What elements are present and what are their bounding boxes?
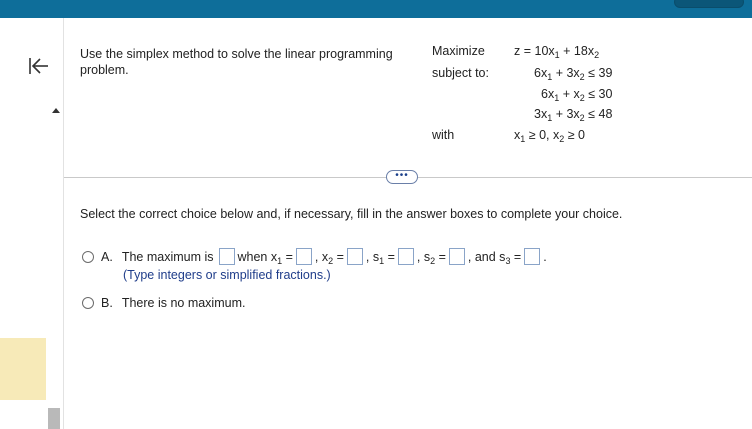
choice-a-letter: A.: [101, 249, 113, 264]
radio-choice-a[interactable]: [82, 251, 94, 263]
instruction-text: Select the correct choice below and, if necessary, fill in the answer boxes to complete your choice.: [80, 207, 623, 221]
lp-problem: [432, 44, 632, 154]
scrollbar-thumb[interactable]: [48, 408, 60, 429]
objective-function: $z = 10x_1 + 18x_2$: [514, 44, 600, 60]
x2-label: , $x_2$ =: [314, 249, 344, 266]
panel-highlight: [0, 338, 46, 400]
s1-label: , $s_1$ =: [365, 249, 395, 266]
topbar-menu-button[interactable]: [674, 0, 744, 8]
constraint-3: $3x_1 + 3x_2 \le 48$: [534, 107, 613, 123]
with-label: with: [432, 128, 455, 142]
more-button[interactable]: •••: [386, 170, 418, 184]
x2-answer-box[interactable]: [347, 248, 363, 265]
x1-answer-box[interactable]: [296, 248, 312, 265]
top-bar: [0, 0, 752, 18]
choice-a[interactable]: [82, 248, 547, 265]
s2-label: , $s_2$ =: [416, 249, 446, 266]
s3-label: , and $s_3$ =: [467, 249, 522, 266]
s1-answer-box[interactable]: [398, 248, 414, 265]
collapse-panel-icon[interactable]: [28, 56, 50, 76]
nonnegativity-constraint: $x_1 \ge 0$, $x_2 \ge 0$: [514, 128, 586, 144]
prompt-line-2: problem.: [80, 63, 129, 77]
answer-format-hint: (Type integers or simplified fractions.): [123, 268, 331, 282]
s2-answer-box[interactable]: [449, 248, 465, 265]
choice-a-period: .: [543, 249, 547, 264]
subject-to-label: subject to:: [432, 66, 489, 80]
maximize-label: Maximize: [432, 44, 485, 58]
radio-choice-b[interactable]: [82, 297, 94, 309]
when-x1-label: when $x_1$ =: [237, 249, 293, 266]
choice-b-text: There is no maximum.: [121, 296, 246, 310]
maximum-answer-box[interactable]: [219, 248, 235, 265]
scroll-up-arrow-icon[interactable]: [52, 108, 60, 113]
choice-b[interactable]: [82, 296, 245, 310]
question-prompt: [80, 46, 420, 78]
prompt-line-1: Use the simplex method to solve the linear programming: [80, 47, 393, 61]
constraint-2: $6x_1 + x_2 \le 30$: [541, 87, 613, 103]
choice-a-text: The maximum is: [121, 249, 214, 264]
left-panel: [0, 18, 64, 429]
choice-b-letter: B.: [101, 296, 113, 310]
s3-answer-box[interactable]: [524, 248, 540, 265]
constraint-1: $6x_1 + 3x_2 \le 39$: [534, 66, 613, 82]
